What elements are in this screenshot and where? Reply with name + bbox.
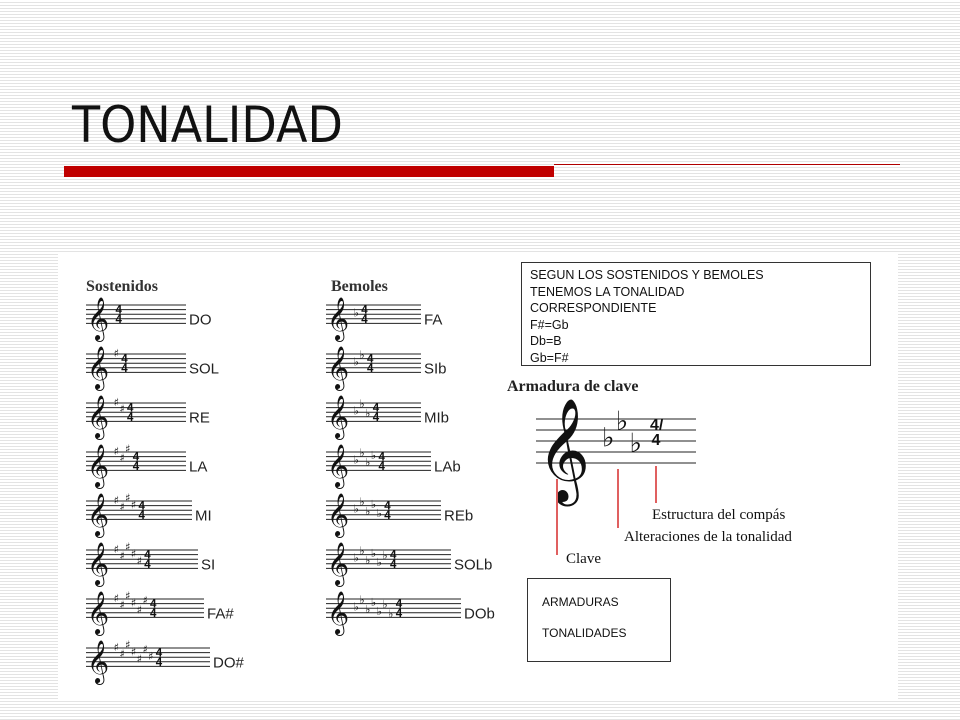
flat-icon: ♭	[365, 455, 371, 469]
sharp-icon: ♯	[130, 547, 137, 561]
diagram-time-signature: 4/4	[650, 417, 664, 449]
time-signature-bottom: 4	[361, 314, 368, 327]
treble-clef-icon: 𝄞	[87, 442, 110, 487]
info-line: F#=Gb	[530, 317, 569, 332]
info-box	[521, 262, 871, 366]
key-label: LA	[189, 458, 208, 476]
flat-icon: ♭	[359, 348, 365, 362]
title-underline-thick	[64, 166, 554, 177]
flat-icon: ♭	[376, 605, 382, 619]
sharp-icon: ♯	[142, 643, 148, 657]
sharp-icon: ♯	[113, 444, 119, 458]
time-signature-top: 4	[121, 353, 128, 366]
diagram-heading: Armadura de clave	[507, 378, 639, 395]
time-signature-bottom: 4	[366, 363, 374, 376]
time-signature-bottom: 4	[395, 608, 403, 621]
key-label: RE	[189, 409, 210, 427]
time-signature-bottom: 4	[384, 510, 391, 523]
sharp-icon: ♯	[136, 603, 142, 617]
sharp-icon: ♯	[119, 451, 125, 465]
treble-clef-icon: 𝄞	[87, 589, 110, 634]
flat-icon: ♭	[602, 422, 615, 454]
sharp-icon: ♯	[113, 591, 119, 605]
key-label: FA#	[207, 605, 234, 623]
sharp-icon: ♯	[148, 649, 154, 663]
time-signature-top: 4	[361, 304, 368, 317]
flat-icon: ♭	[353, 600, 359, 614]
info-line: TENEMOS LA TONALIDAD	[530, 284, 685, 299]
flat-icon: ♭	[629, 428, 642, 459]
flat-icon: ♭	[353, 453, 359, 467]
time-signature-top: 4	[132, 451, 140, 464]
treble-clef-icon: 𝄞	[327, 393, 350, 438]
treble-clef-icon: 𝄞	[327, 589, 350, 634]
info-line: CORRESPONDIENTE	[530, 301, 657, 315]
time-signature-top: 4	[144, 549, 151, 562]
key-label: MIb	[424, 409, 450, 427]
sharp-icon: ♯	[125, 491, 131, 505]
sharp-icon: ♯	[125, 540, 131, 554]
flat-icon: ♭	[370, 497, 377, 511]
treble-clef-icon: 𝄞	[87, 540, 110, 585]
info-line: SEGUN LOS SOSTENIDOS Y BEMOLES	[530, 268, 764, 282]
legend-box	[527, 578, 671, 662]
time-signature-top: 4	[384, 500, 391, 513]
key-label: LAb	[434, 458, 461, 476]
time-signature-bottom: 4	[115, 314, 122, 327]
time-signature-bottom: 4	[132, 461, 140, 474]
flat-icon: ♭	[359, 446, 365, 460]
sharp-icon: ♯	[125, 589, 131, 603]
sharp-icon: ♯	[125, 442, 131, 456]
key-label: MI	[195, 507, 212, 525]
key-label: FA	[424, 311, 443, 329]
sharp-icon: ♯	[142, 594, 148, 608]
flat-icon: ♭	[353, 355, 359, 369]
legend-tonalidades: TONALIDADES	[542, 626, 627, 640]
sharp-icon: ♯	[113, 493, 119, 507]
key-label: SI	[201, 556, 216, 574]
title-underline-thin	[554, 164, 900, 165]
treble-clef-icon: 𝄞	[327, 540, 350, 585]
legend-armaduras: ARMADURAS	[542, 595, 619, 609]
treble-clef-icon: 𝄞	[327, 295, 350, 340]
flat-icon: ♭	[382, 549, 388, 563]
flat-icon: ♭	[359, 544, 365, 558]
flat-icon: ♭	[365, 602, 371, 616]
sharp-icon: ♯	[130, 645, 137, 659]
time-signature-top: 4	[126, 402, 134, 415]
sharp-icon: ♯	[113, 346, 119, 360]
time-signature-top: 4	[115, 304, 122, 317]
sharp-icon: ♯	[119, 500, 125, 514]
time-signature-bottom: 4	[126, 412, 134, 425]
flat-icon: ♭	[382, 598, 388, 612]
flat-icon: ♭	[353, 502, 359, 516]
flat-icon: ♭	[376, 556, 382, 570]
treble-clef-icon: 𝄞	[327, 442, 350, 487]
sharp-icon: ♯	[119, 647, 125, 661]
flat-icon: ♭	[615, 406, 629, 437]
treble-clef-icon: 𝄞	[327, 491, 350, 536]
flat-icon: ♭	[359, 495, 365, 509]
info-line: Gb=F#	[530, 350, 569, 365]
treble-clef-icon: 𝄞	[537, 397, 591, 503]
sharp-icon: ♯	[130, 596, 137, 610]
key-label: REb	[444, 507, 474, 525]
time-signature-bottom: 4	[389, 559, 397, 572]
treble-clef-icon: 𝄞	[87, 393, 110, 438]
treble-clef-icon: 𝄞	[87, 344, 110, 389]
flat-icon: ♭	[376, 507, 382, 521]
flat-icon: ♭	[365, 553, 371, 567]
time-signature-bottom: 4	[378, 461, 385, 474]
treble-clef-icon: 𝄞	[87, 491, 110, 536]
flat-icon: ♭	[353, 404, 359, 418]
slide-title: TONALIDAD	[72, 96, 343, 154]
key-label: DOb	[464, 605, 495, 623]
flat-icon: ♭	[370, 546, 377, 560]
time-signature-bottom: 4	[372, 412, 380, 425]
treble-clef-icon: 𝄞	[87, 638, 110, 683]
flat-icon: ♭	[359, 397, 365, 411]
key-label: SIb	[424, 360, 447, 378]
flat-icon: ♭	[388, 607, 394, 621]
sharp-icon: ♯	[119, 598, 125, 612]
flat-icon: ♭	[353, 306, 359, 320]
sharp-icon: ♯	[119, 402, 125, 416]
treble-clef-icon: 𝄞	[87, 295, 110, 340]
sharp-icon: ♯	[130, 498, 137, 512]
sharp-icon: ♯	[136, 554, 142, 568]
flat-icon: ♭	[359, 593, 365, 607]
flat-icon: ♭	[365, 504, 371, 518]
sharp-icon: ♯	[136, 652, 142, 666]
time-signature-top: 4	[372, 402, 380, 415]
treble-clef-icon: 𝄞	[327, 344, 350, 389]
sharps-heading: Sostenidos	[86, 278, 159, 295]
time-signature-top: 4	[155, 647, 163, 660]
flat-icon: ♭	[353, 551, 359, 565]
time-signature-bottom: 4	[149, 608, 157, 621]
time-signature-bottom: 4	[121, 363, 128, 376]
key-label: DO#	[213, 654, 244, 672]
time-signature-top: 4	[395, 598, 403, 611]
time-signature-top: 4	[138, 500, 145, 513]
sharp-icon: ♯	[113, 542, 119, 556]
flat-icon: ♭	[370, 595, 377, 609]
time-signature-top: 4	[389, 549, 397, 562]
time-signature-bottom: 4	[144, 559, 151, 572]
sharp-icon: ♯	[125, 638, 131, 652]
key-label: SOL	[189, 360, 220, 378]
sharp-icon: ♯	[113, 640, 119, 654]
label-time-structure: Estructura del compás	[652, 507, 786, 523]
time-signature-top: 4	[149, 598, 157, 611]
time-signature-top: 4	[378, 451, 385, 464]
flat-icon: ♭	[365, 406, 371, 420]
flat-icon: ♭	[370, 448, 377, 462]
key-signature-figure	[58, 253, 898, 700]
info-line: Db=B	[530, 334, 562, 348]
time-signature-top: 4	[366, 353, 374, 366]
sharp-icon: ♯	[119, 549, 125, 563]
label-accidentals: Alteraciones de la tonalidad	[624, 529, 792, 545]
time-signature-bottom: 4	[155, 657, 163, 670]
label-clef: Clave	[566, 551, 601, 567]
flats-heading: Bemoles	[331, 278, 388, 295]
sharp-icon: ♯	[113, 395, 119, 409]
key-label: SOLb	[454, 556, 493, 574]
key-label: DO	[189, 311, 212, 329]
time-signature-bottom: 4	[138, 510, 145, 523]
